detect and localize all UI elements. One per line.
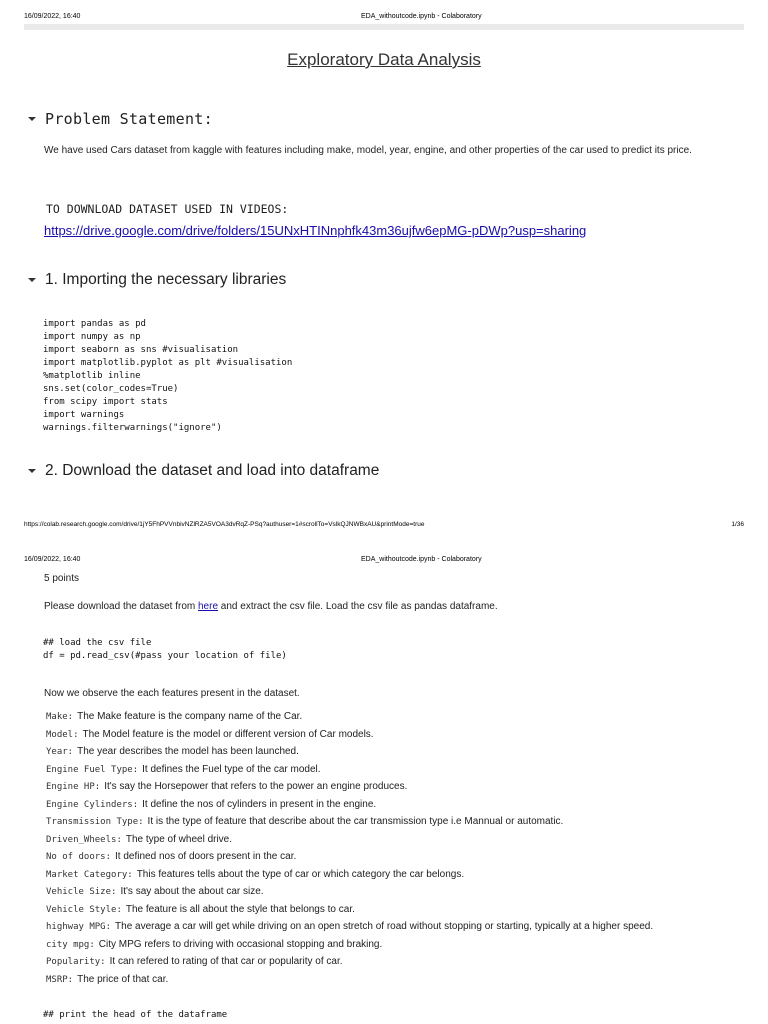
feature-name: Engine Cylinders: (46, 799, 139, 810)
features-list (46, 708, 653, 988)
section-heading: 1. Importing the necessary libraries (45, 271, 287, 288)
notebook-title: Exploratory Data Analysis (287, 50, 481, 69)
points-label: 5 points (44, 573, 80, 584)
feature-name: Transmission Type: (46, 817, 144, 827)
feature-description: It's say the Horsepower that refers to the power an engine produces. (104, 781, 408, 792)
problem-text: We have used Cars dataset from kaggle with features including make, model, year, engine, and other properties of the car used to predict its price. (44, 145, 692, 156)
feature-name: Make: (46, 712, 74, 722)
feature-name: Vehicle Style: (46, 904, 122, 915)
print-page-title: EDA_withoutcode.ipynb - Colaboratory (361, 556, 482, 563)
download-instructions (44, 598, 498, 615)
feature-name: MSRP: (46, 974, 74, 985)
feature-name: Popularity: (46, 957, 106, 967)
feature-item (46, 936, 653, 954)
code-cell-head[interactable]: ## print the head of the dataframe (43, 1010, 228, 1020)
collapse-caret-icon[interactable] (28, 278, 36, 282)
feature-name: highway MPG: (46, 922, 112, 932)
feature-name: Model: (46, 729, 79, 740)
section-heading: 2. Download the dataset and load into dataframe (45, 462, 380, 479)
feature-item (46, 743, 653, 761)
download-text-after: and extract the csv file. Load the csv file as pandas dataframe. (220, 601, 498, 612)
feature-description: The Make feature is the company name of the Car. (77, 711, 303, 722)
print-url: https://colab.research.google.com/drive/1jY5FhPVVnbivNZlRZA5VOA3dvRqZ-PSq?authuser=1#scrollTo=VslkQJNWBxAU&printMode=true (24, 521, 425, 528)
feature-item (46, 761, 653, 779)
section-heading: Problem Statement: (45, 110, 213, 128)
print-datetime: 16/09/2022, 16:40 (24, 556, 81, 563)
section-download-dataset[interactable] (28, 462, 379, 480)
download-text-before: Please download the dataset from (44, 601, 196, 612)
collapse-caret-icon[interactable] (28, 469, 36, 473)
feature-name: city mpg: (46, 939, 95, 950)
feature-description: It define the nos of cylinders in present in the engine. (142, 798, 377, 810)
feature-item (46, 726, 653, 744)
page-number: 1/36 (731, 521, 744, 528)
feature-item (46, 796, 653, 814)
feature-description: The feature is all about the style that belongs to car. (125, 903, 355, 915)
feature-item (46, 708, 653, 726)
feature-name: Engine Fuel Type: (46, 764, 139, 775)
feature-item (46, 831, 653, 849)
feature-description: It can refered to rating of that car or popularity of car. (109, 956, 343, 967)
feature-name: Engine HP: (46, 782, 101, 792)
feature-description: The price of that car. (77, 973, 169, 985)
feature-item (46, 883, 653, 901)
feature-item (46, 813, 653, 831)
feature-description: This features tells about the type of car or which category the car belongs. (136, 868, 465, 880)
feature-name: Year: (46, 747, 74, 757)
feature-item (46, 953, 653, 971)
observe-text: Now we observe the each features present in the dataset. (44, 688, 300, 699)
section-importing-libraries[interactable] (28, 271, 286, 289)
feature-name: Driven_Wheels: (46, 834, 122, 845)
feature-description: The year describes the model has been launched. (77, 746, 299, 757)
feature-item (46, 848, 653, 866)
feature-name: No of doors: (46, 852, 112, 862)
feature-description: It defined nos of doors present in the car. (115, 851, 297, 862)
here-link[interactable]: here (198, 601, 219, 612)
feature-item (46, 901, 653, 919)
code-cell-imports[interactable]: import pandas as pd import numpy as np import seaborn as sns #visualisation import matplotlib.pyplot as plt #visualisation %matplotlib inline sns.set(color_codes=True) from scipy import stats import warnings warnings.filterwarnings("ignore") (43, 319, 293, 433)
feature-description: The average a car will get while driving on an open stretch of road without stopping or starting, typically at a higher speed. (115, 921, 654, 932)
feature-item (46, 971, 653, 989)
feature-description: It is the type of feature that describe about the car transmission type i.e Mannual or automatic. (147, 816, 564, 827)
print-datetime: 16/09/2022, 16:40 (24, 13, 81, 20)
feature-description: It defines the Fuel type of the car model. (142, 763, 321, 775)
feature-item (46, 866, 653, 884)
feature-item (46, 778, 653, 796)
feature-description: It's say about the about car size. (120, 886, 264, 897)
dataset-link[interactable]: https://drive.google.com/drive/folders/15UNxHTINnphfk43m36ujfw6epMG-pDWp?usp=sharing (44, 223, 587, 238)
feature-name: Vehicle Size: (46, 887, 117, 897)
print-page-title: EDA_withoutcode.ipynb - Colaboratory (361, 13, 482, 20)
section-problem-statement[interactable] (28, 110, 213, 128)
collapse-caret-icon[interactable] (28, 117, 36, 121)
code-cell-load-csv[interactable]: ## load the csv file df = pd.read_csv(#pass your location of file) (43, 638, 287, 661)
feature-item (46, 918, 653, 936)
feature-description: The type of wheel drive. (125, 833, 233, 845)
download-label: TO DOWNLOAD DATASET USED IN VIDEOS: (46, 202, 289, 216)
header-divider (24, 24, 744, 30)
feature-description: City MPG refers to driving with occasional stopping and braking. (98, 938, 383, 950)
feature-description: The Model feature is the model or different version of Car models. (82, 728, 374, 740)
feature-name: Market Category: (46, 869, 133, 880)
